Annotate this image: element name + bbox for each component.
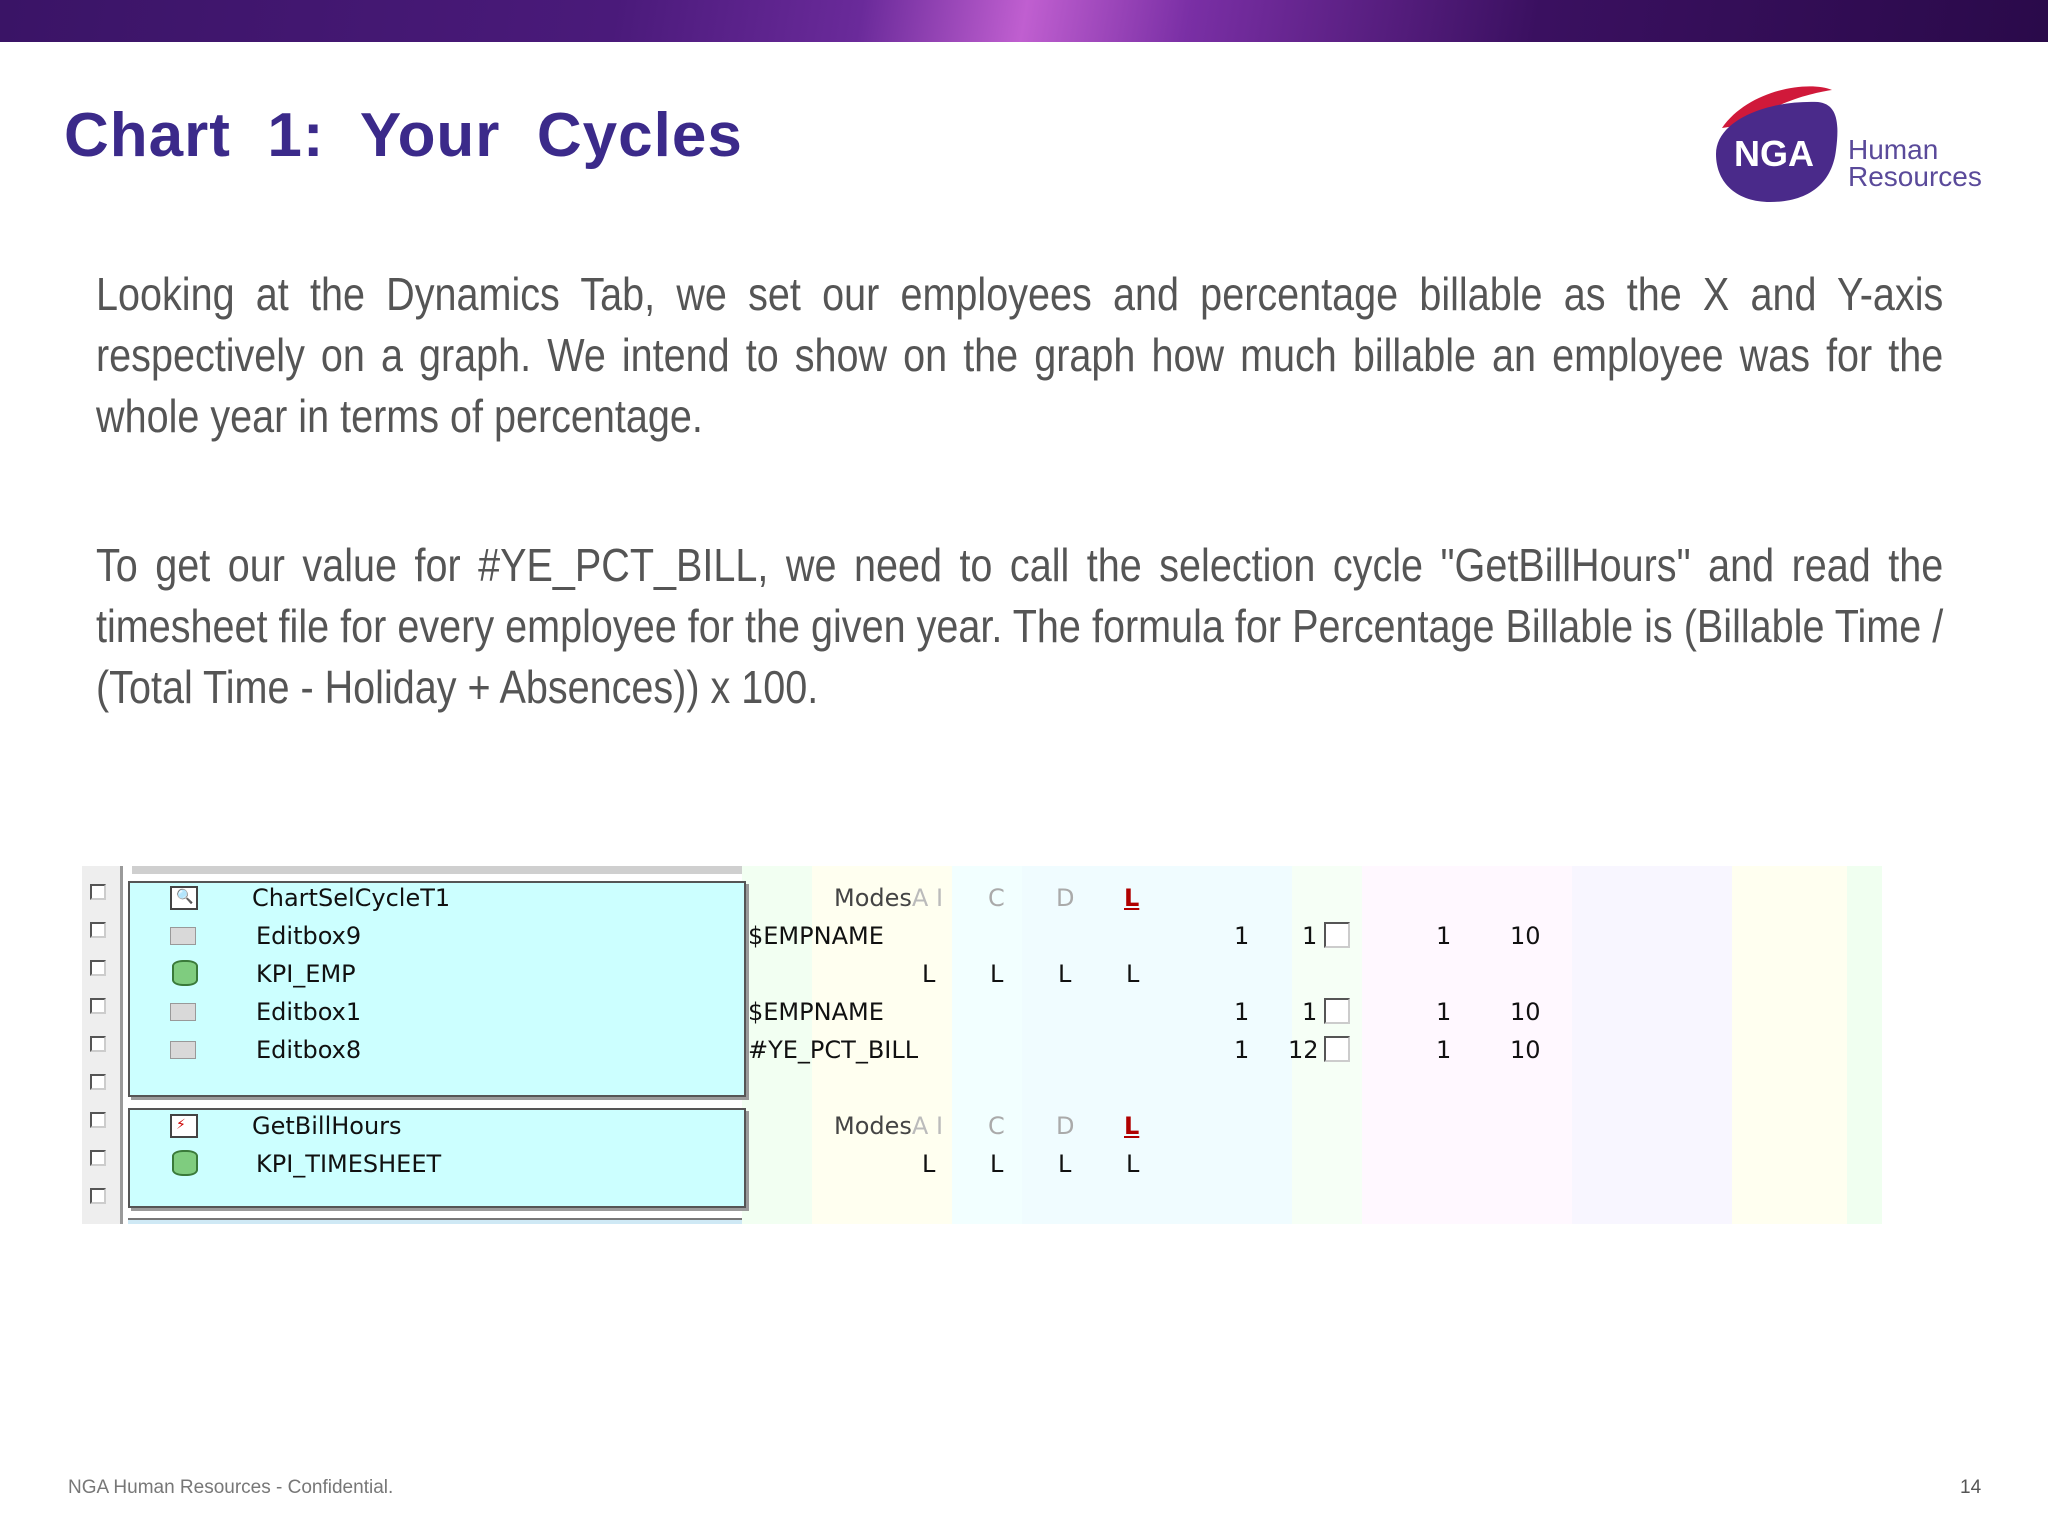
row-checkbox[interactable] bbox=[90, 960, 106, 976]
editbox-icon bbox=[170, 927, 196, 945]
row-checkbox[interactable] bbox=[90, 1150, 106, 1166]
row-checkbox[interactable] bbox=[90, 998, 106, 1014]
row-checkbox[interactable] bbox=[90, 1188, 106, 1204]
field-checkbox[interactable] bbox=[1324, 922, 1350, 948]
field-checkbox[interactable] bbox=[1324, 1036, 1350, 1062]
element-name[interactable]: Editbox8 bbox=[256, 1036, 362, 1064]
logo-wordmark: Human Resources bbox=[1848, 134, 1982, 192]
row-checkbox[interactable] bbox=[90, 1036, 106, 1052]
database-icon bbox=[172, 960, 198, 986]
cycle-editor-screenshot: 🔍 ChartSelCycleT1 Editbox9 KPI_EMP Editbox1 Editbox8 ⚡ GetBillHours KPI_TIMESHEET ModesA I C D L $EMPNAME 1 1 1 10 L L L L $EMPNAME 1 1 1 10 #YE_PCT_BILL 1 12 1 10 ModesA I C D L L L L L bbox=[82, 866, 1928, 1224]
slide-title: Chart 1: Your Cycles bbox=[64, 101, 743, 170]
svg-text:NGA: NGA bbox=[1734, 133, 1814, 174]
confidential-footer: NGA Human Resources - Confidential. bbox=[68, 1477, 394, 1498]
editbox-icon bbox=[170, 1003, 196, 1021]
database-icon bbox=[172, 1150, 198, 1176]
selection-cycle-icon: 🔍 bbox=[170, 886, 198, 910]
modes-header: ModesA I bbox=[834, 1112, 944, 1140]
body-paragraph-1: Looking at the Dynamics Tab, we set our employees and percentage billable as the X and Y-axis respectively on a graph. We intend to show on the graph how much billable an employee was for the whole year in terms of percentage. bbox=[96, 268, 1944, 442]
row-checkbox[interactable] bbox=[90, 922, 106, 938]
row-selector-column bbox=[82, 866, 123, 1224]
element-name[interactable]: Editbox1 bbox=[256, 998, 362, 1026]
row-checkbox[interactable] bbox=[90, 1074, 106, 1090]
editbox-icon bbox=[170, 1041, 196, 1059]
page-number: 14 bbox=[1960, 1477, 1982, 1498]
cycle-name[interactable]: GetBillHours bbox=[252, 1112, 402, 1140]
row-checkbox[interactable] bbox=[90, 884, 106, 900]
top-banner bbox=[0, 0, 2048, 42]
cycle-name[interactable]: ChartSelCycleT1 bbox=[252, 884, 451, 912]
nga-logo bbox=[1708, 80, 1982, 210]
row-checkbox[interactable] bbox=[90, 1112, 106, 1128]
field-checkbox[interactable] bbox=[1324, 998, 1350, 1024]
body-paragraph-2: To get our value for #YE_PCT_BILL, we need to call the selection cycle "GetBillHours" and read the timesheet file for every employee for the given year. The formula for Percentage Billable is (Billable Time / (Total Time - Holiday + Absences)) x 100. bbox=[96, 539, 1944, 713]
cycle-panel-chartselcycle[interactable] bbox=[128, 881, 746, 1097]
element-name[interactable]: Editbox9 bbox=[256, 922, 362, 950]
process-cycle-icon: ⚡ bbox=[170, 1114, 198, 1138]
element-name[interactable]: KPI_TIMESHEET bbox=[256, 1150, 442, 1178]
modes-header: ModesA I bbox=[834, 884, 944, 912]
element-name[interactable]: KPI_EMP bbox=[256, 960, 356, 988]
